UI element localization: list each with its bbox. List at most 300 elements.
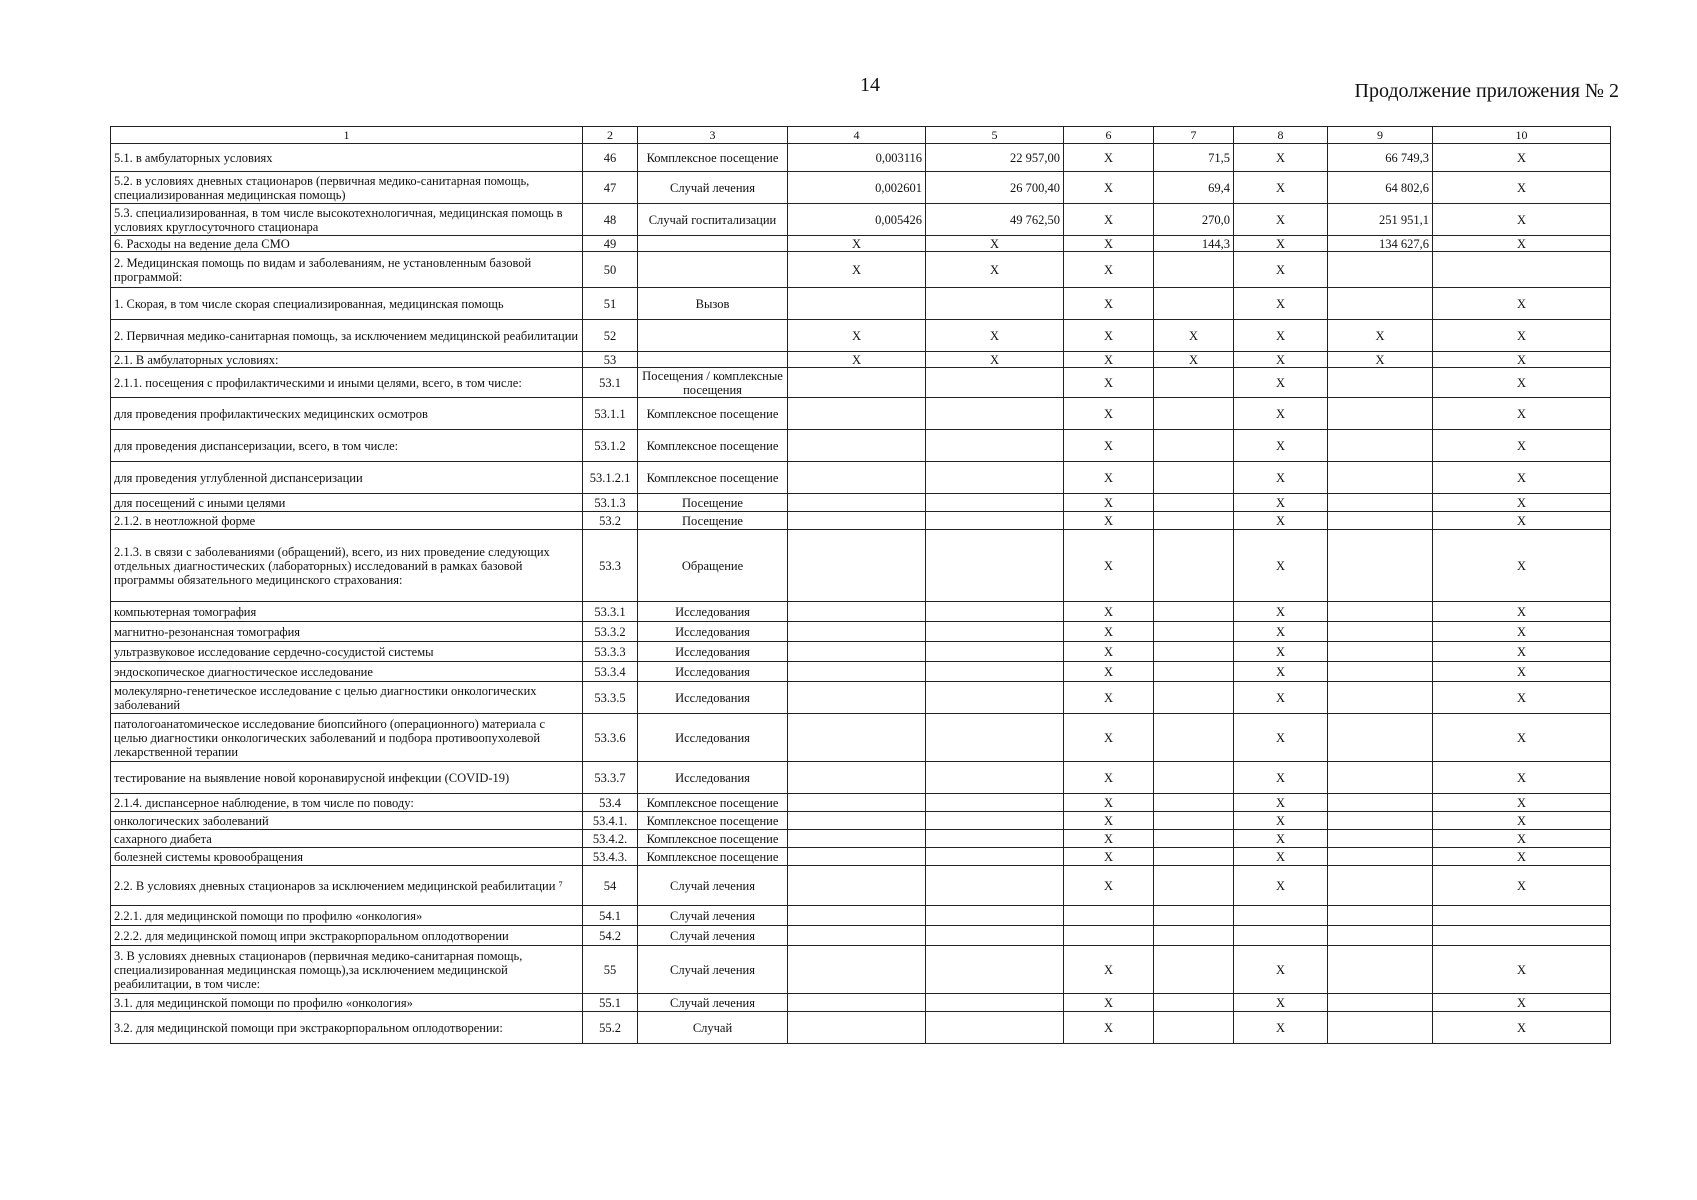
- table-cell-col-10: X: [1433, 320, 1611, 352]
- table-cell-col-1: тестирование на выявление новой коронавирусной инфекции (COVID-19): [111, 762, 583, 794]
- table-cell-col-5: X: [926, 320, 1064, 352]
- table-cell-col-10: X: [1433, 946, 1611, 994]
- table-cell-col-7: [1154, 642, 1234, 662]
- table-cell-col-10: X: [1433, 236, 1611, 252]
- table-cell-col-3: Исследования: [638, 682, 788, 714]
- table-cell-col-1: 2.1.2. в неотложной форме: [111, 512, 583, 530]
- table-cell-col-2: 55.2: [583, 1012, 638, 1044]
- table-cell-col-9: 66 749,3: [1328, 144, 1433, 172]
- table-cell-col-6: X: [1064, 662, 1154, 682]
- table-cell-col-7: [1154, 662, 1234, 682]
- table-cell-col-7: [1154, 926, 1234, 946]
- table-cell-col-3: Комплексное посещение: [638, 398, 788, 430]
- table-row: [111, 530, 1611, 602]
- table-cell-col-9: [1328, 946, 1433, 994]
- table-cell-col-1: онкологических заболеваний: [111, 812, 583, 830]
- table-cell-col-4: [788, 462, 926, 494]
- table-cell-col-4: [788, 812, 926, 830]
- table-cell-col-10: X: [1433, 368, 1611, 398]
- appendix-continuation-title: Продолжение приложения № 2: [1354, 80, 1619, 102]
- table-cell-col-5: [926, 368, 1064, 398]
- table-cell-col-2: 53.2: [583, 512, 638, 530]
- table-cell-col-7: [1154, 994, 1234, 1012]
- table-cell-col-2: 53.3: [583, 530, 638, 602]
- table-cell-col-3: Комплексное посещение: [638, 830, 788, 848]
- table-cell-col-8: X: [1234, 144, 1328, 172]
- table-row: [111, 1012, 1611, 1044]
- table-cell-col-10: X: [1433, 430, 1611, 462]
- table-cell-col-1: 2. Медицинская помощь по видам и заболеваниям, не установленным базовой программой:: [111, 252, 583, 288]
- table-cell-col-2: 53.4.2.: [583, 830, 638, 848]
- table-cell-col-8: X: [1234, 398, 1328, 430]
- table-cell-col-10: X: [1433, 866, 1611, 906]
- table-cell-col-7: [1154, 398, 1234, 430]
- table-cell-col-7: [1154, 622, 1234, 642]
- table-cell-col-10: X: [1433, 462, 1611, 494]
- table-cell-col-4: [788, 762, 926, 794]
- table-cell-col-1: патологоанатомическое исследование биопсийного (операционного) материала с целью диагностики онкологических заболеваний и подбора противоопухолевой лекарственной терапии: [111, 714, 583, 762]
- table-cell-col-1: 2.1.4. диспансерное наблюдение, в том числе по поводу:: [111, 794, 583, 812]
- table-cell-col-4: [788, 662, 926, 682]
- table-cell-col-4: [788, 794, 926, 812]
- table-cell-col-1: 2.2.2. для медицинской помощ ипри экстракорпоральном оплодотворении: [111, 926, 583, 946]
- table-cell-col-8: X: [1234, 830, 1328, 848]
- table-cell-col-6: X: [1064, 512, 1154, 530]
- table-cell-col-3: Исследования: [638, 602, 788, 622]
- table-cell-col-6: X: [1064, 642, 1154, 662]
- table-cell-col-10: X: [1433, 530, 1611, 602]
- table-cell-col-3: Посещение: [638, 494, 788, 512]
- table-cell-col-10: X: [1433, 512, 1611, 530]
- table-row: [111, 662, 1611, 682]
- table-cell-col-8: X: [1234, 172, 1328, 204]
- table-cell-col-1: 3. В условиях дневных стационаров (первичная медико-санитарная помощь, специализированная медицинская помощь),за исключением медицинской реабилитации, в том числе:: [111, 946, 583, 994]
- table-cell-col-5: [926, 794, 1064, 812]
- table-cell-col-8: X: [1234, 946, 1328, 994]
- table-cell-col-6: X: [1064, 530, 1154, 602]
- table-row: [111, 462, 1611, 494]
- table-cell-col-6: X: [1064, 352, 1154, 368]
- table-cell-col-8: X: [1234, 288, 1328, 320]
- table-cell-col-2: 53.3.3: [583, 642, 638, 662]
- table-cell-col-3: Случай лечения: [638, 994, 788, 1012]
- table-cell-col-8: X: [1234, 622, 1328, 642]
- table-cell-col-9: [1328, 462, 1433, 494]
- table-cell-col-5: [926, 602, 1064, 622]
- table-cell-col-5: [926, 642, 1064, 662]
- table-row: [111, 794, 1611, 812]
- table-cell-col-5: 22 957,00: [926, 144, 1064, 172]
- table-cell-col-3: Случай: [638, 1012, 788, 1044]
- table-cell-col-1: ультразвуковое исследование сердечно-сосудистой системы: [111, 642, 583, 662]
- table-cell-col-7: [1154, 714, 1234, 762]
- table-cell-col-8: [1234, 906, 1328, 926]
- table-row: [111, 368, 1611, 398]
- table-cell-col-6: [1064, 906, 1154, 926]
- table-cell-col-5: [926, 682, 1064, 714]
- table-cell-col-9: [1328, 622, 1433, 642]
- table-cell-col-1: болезней системы кровообращения: [111, 848, 583, 866]
- table-cell-col-2: 55.1: [583, 994, 638, 1012]
- table-row: [111, 926, 1611, 946]
- table-row: [111, 866, 1611, 906]
- table-cell-col-9: [1328, 848, 1433, 866]
- table-cell-col-10: [1433, 252, 1611, 288]
- table-cell-col-4: [788, 866, 926, 906]
- table-cell-col-5: [926, 762, 1064, 794]
- table-cell-col-8: X: [1234, 994, 1328, 1012]
- table-cell-col-7: [1154, 430, 1234, 462]
- table-cell-col-1: 5.2. в условиях дневных стационаров (первичная медико-санитарная помощь, специализированная медицинская помощь): [111, 172, 583, 204]
- table-cell-col-6: X: [1064, 494, 1154, 512]
- table-row: [111, 430, 1611, 462]
- table-row: [111, 762, 1611, 794]
- table-cell-col-10: X: [1433, 398, 1611, 430]
- table-cell-col-3: Посещение: [638, 512, 788, 530]
- table-cell-col-5: [926, 994, 1064, 1012]
- column-number-cell: 6: [1064, 127, 1154, 144]
- table-cell-col-4: [788, 714, 926, 762]
- column-number-cell: 5: [926, 127, 1064, 144]
- data-table-container: [110, 126, 1610, 1044]
- table-row: [111, 622, 1611, 642]
- table-cell-col-8: X: [1234, 794, 1328, 812]
- table-cell-col-9: [1328, 494, 1433, 512]
- table-cell-col-10: X: [1433, 762, 1611, 794]
- table-cell-col-2: 53.3.7: [583, 762, 638, 794]
- table-cell-col-10: X: [1433, 830, 1611, 848]
- table-cell-col-3: Случай лечения: [638, 866, 788, 906]
- table-cell-col-6: X: [1064, 288, 1154, 320]
- table-cell-col-5: [926, 530, 1064, 602]
- table-cell-col-8: X: [1234, 848, 1328, 866]
- column-number-cell: 4: [788, 127, 926, 144]
- table-cell-col-1: молекулярно-генетическое исследование с целью диагностики онкологических заболеваний: [111, 682, 583, 714]
- table-cell-col-9: [1328, 830, 1433, 848]
- table-cell-col-10: [1433, 926, 1611, 946]
- table-cell-col-8: [1234, 926, 1328, 946]
- table-cell-col-1: 2.2.1. для медицинской помощи по профилю «онкология»: [111, 906, 583, 926]
- table-row: [111, 602, 1611, 622]
- table-cell-col-7: [1154, 530, 1234, 602]
- table-cell-col-8: X: [1234, 812, 1328, 830]
- table-row: [111, 288, 1611, 320]
- table-cell-col-4: [788, 494, 926, 512]
- table-cell-col-3: Комплексное посещение: [638, 144, 788, 172]
- table-cell-col-10: X: [1433, 172, 1611, 204]
- table-cell-col-5: 49 762,50: [926, 204, 1064, 236]
- table-cell-col-6: X: [1064, 1012, 1154, 1044]
- table-cell-col-5: [926, 1012, 1064, 1044]
- table-cell-col-2: 55: [583, 946, 638, 994]
- table-cell-col-4: [788, 830, 926, 848]
- table-cell-col-1: магнитно-резонансная томография: [111, 622, 583, 642]
- table-cell-col-2: 51: [583, 288, 638, 320]
- table-cell-col-2: 53.1: [583, 368, 638, 398]
- table-cell-col-3: Исследования: [638, 662, 788, 682]
- table-cell-col-2: 53.3.6: [583, 714, 638, 762]
- table-cell-col-2: 52: [583, 320, 638, 352]
- table-cell-col-9: [1328, 812, 1433, 830]
- table-cell-col-7: [1154, 368, 1234, 398]
- table-cell-col-10: X: [1433, 642, 1611, 662]
- page-number: 14: [860, 74, 880, 96]
- table-cell-col-3: Исследования: [638, 622, 788, 642]
- table-cell-col-10: X: [1433, 812, 1611, 830]
- table-cell-col-4: [788, 642, 926, 662]
- table-cell-col-10: X: [1433, 994, 1611, 1012]
- table-cell-col-2: 48: [583, 204, 638, 236]
- table-cell-col-8: X: [1234, 252, 1328, 288]
- table-cell-col-5: [926, 848, 1064, 866]
- table-cell-col-9: [1328, 762, 1433, 794]
- table-cell-col-10: X: [1433, 352, 1611, 368]
- table-cell-col-2: 53.1.2.1: [583, 462, 638, 494]
- table-row: [111, 252, 1611, 288]
- table-cell-col-7: [1154, 494, 1234, 512]
- table-cell-col-7: [1154, 512, 1234, 530]
- table-cell-col-9: [1328, 398, 1433, 430]
- table-cell-col-6: X: [1064, 430, 1154, 462]
- table-cell-col-10: X: [1433, 622, 1611, 642]
- column-number-row: [111, 127, 1611, 144]
- table-cell-col-4: [788, 430, 926, 462]
- table-cell-col-8: X: [1234, 320, 1328, 352]
- table-cell-col-4: [788, 906, 926, 926]
- table-cell-col-9: [1328, 512, 1433, 530]
- table-cell-col-5: [926, 288, 1064, 320]
- table-cell-col-7: X: [1154, 320, 1234, 352]
- table-row: [111, 812, 1611, 830]
- table-cell-col-5: [926, 398, 1064, 430]
- table-cell-col-4: [788, 848, 926, 866]
- table-cell-col-9: [1328, 906, 1433, 926]
- table-cell-col-4: X: [788, 236, 926, 252]
- table-cell-col-1: 2.1. В амбулаторных условиях:: [111, 352, 583, 368]
- table-cell-col-9: X: [1328, 320, 1433, 352]
- data-table: [110, 126, 1611, 1044]
- table-cell-col-3: Случай лечения: [638, 906, 788, 926]
- table-cell-col-1: 3.2. для медицинской помощи при экстракорпоральном оплодотворении:: [111, 1012, 583, 1044]
- table-cell-col-1: 3.1. для медицинской помощи по профилю «онкология»: [111, 994, 583, 1012]
- table-cell-col-5: [926, 812, 1064, 830]
- table-cell-col-6: X: [1064, 462, 1154, 494]
- table-cell-col-1: для проведения углубленной диспансеризации: [111, 462, 583, 494]
- table-cell-col-1: 1. Скорая, в том числе скорая специализированная, медицинская помощь: [111, 288, 583, 320]
- table-cell-col-10: X: [1433, 288, 1611, 320]
- table-cell-col-5: [926, 830, 1064, 848]
- table-cell-col-4: 0,002601: [788, 172, 926, 204]
- table-cell-col-7: [1154, 848, 1234, 866]
- table-cell-col-10: X: [1433, 144, 1611, 172]
- table-cell-col-7: [1154, 462, 1234, 494]
- table-cell-col-8: X: [1234, 1012, 1328, 1044]
- table-cell-col-4: [788, 622, 926, 642]
- table-cell-col-9: [1328, 252, 1433, 288]
- table-cell-col-10: X: [1433, 1012, 1611, 1044]
- table-row: [111, 172, 1611, 204]
- table-cell-col-8: X: [1234, 530, 1328, 602]
- table-cell-col-4: X: [788, 252, 926, 288]
- table-row: [111, 494, 1611, 512]
- table-cell-col-9: [1328, 642, 1433, 662]
- table-cell-col-4: [788, 288, 926, 320]
- table-cell-col-3: [638, 236, 788, 252]
- table-cell-col-1: 2.1.3. в связи с заболеваниями (обращений), всего, из них проведение следующих отдельных диагностических (лабораторных) исследований в рамках базовой программы обязательного медицинского страхования:: [111, 530, 583, 602]
- table-cell-col-7: [1154, 252, 1234, 288]
- table-cell-col-3: Случай госпитализации: [638, 204, 788, 236]
- table-cell-col-2: 53.1.1: [583, 398, 638, 430]
- table-cell-col-7: [1154, 682, 1234, 714]
- table-row: [111, 236, 1611, 252]
- table-cell-col-6: X: [1064, 812, 1154, 830]
- table-cell-col-2: 54: [583, 866, 638, 906]
- table-cell-col-2: 53.3.2: [583, 622, 638, 642]
- table-row: [111, 946, 1611, 994]
- table-cell-col-4: [788, 682, 926, 714]
- table-cell-col-2: 53.1.2: [583, 430, 638, 462]
- table-cell-col-7: 270,0: [1154, 204, 1234, 236]
- table-cell-col-9: [1328, 530, 1433, 602]
- table-cell-col-9: [1328, 430, 1433, 462]
- table-row: [111, 682, 1611, 714]
- table-cell-col-2: 53.4: [583, 794, 638, 812]
- table-cell-col-1: компьютерная томография: [111, 602, 583, 622]
- table-row: [111, 352, 1611, 368]
- table-row: [111, 906, 1611, 926]
- table-cell-col-6: X: [1064, 602, 1154, 622]
- table-cell-col-10: [1433, 906, 1611, 926]
- table-cell-col-5: [926, 926, 1064, 946]
- table-cell-col-5: [926, 714, 1064, 762]
- table-cell-col-3: [638, 252, 788, 288]
- table-cell-col-9: [1328, 602, 1433, 622]
- table-cell-col-3: Комплексное посещение: [638, 462, 788, 494]
- table-cell-col-6: X: [1064, 172, 1154, 204]
- table-cell-col-10: X: [1433, 682, 1611, 714]
- table-cell-col-7: 71,5: [1154, 144, 1234, 172]
- column-number-cell: 9: [1328, 127, 1433, 144]
- table-cell-col-7: X: [1154, 352, 1234, 368]
- table-cell-col-5: [926, 662, 1064, 682]
- table-cell-col-6: X: [1064, 830, 1154, 848]
- table-body: [111, 127, 1611, 1044]
- table-cell-col-6: X: [1064, 622, 1154, 642]
- table-cell-col-6: X: [1064, 252, 1154, 288]
- table-cell-col-2: 53.4.3.: [583, 848, 638, 866]
- column-number-cell: 3: [638, 127, 788, 144]
- table-cell-col-5: [926, 622, 1064, 642]
- table-cell-col-6: X: [1064, 762, 1154, 794]
- table-cell-col-6: X: [1064, 946, 1154, 994]
- table-cell-col-7: [1154, 812, 1234, 830]
- table-cell-col-4: [788, 512, 926, 530]
- table-cell-col-2: 53.3.4: [583, 662, 638, 682]
- table-cell-col-2: 53.3.5: [583, 682, 638, 714]
- table-cell-col-5: 26 700,40: [926, 172, 1064, 204]
- table-cell-col-1: эндоскопическое диагностическое исследование: [111, 662, 583, 682]
- table-cell-col-7: [1154, 602, 1234, 622]
- column-number-cell: 7: [1154, 127, 1234, 144]
- table-cell-col-1: 5.1. в амбулаторных условиях: [111, 144, 583, 172]
- table-cell-col-4: X: [788, 320, 926, 352]
- column-number-cell: 1: [111, 127, 583, 144]
- table-cell-col-2: 49: [583, 236, 638, 252]
- table-cell-col-6: X: [1064, 848, 1154, 866]
- table-cell-col-3: Комплексное посещение: [638, 848, 788, 866]
- table-cell-col-7: [1154, 946, 1234, 994]
- table-cell-col-5: X: [926, 236, 1064, 252]
- table-cell-col-4: X: [788, 352, 926, 368]
- table-cell-col-4: [788, 602, 926, 622]
- table-cell-col-4: 0,003116: [788, 144, 926, 172]
- table-cell-col-4: [788, 530, 926, 602]
- table-row: [111, 830, 1611, 848]
- table-cell-col-2: 54.2: [583, 926, 638, 946]
- table-cell-col-3: Исследования: [638, 714, 788, 762]
- table-cell-col-6: X: [1064, 368, 1154, 398]
- table-cell-col-6: X: [1064, 866, 1154, 906]
- table-cell-col-8: X: [1234, 430, 1328, 462]
- table-row: [111, 642, 1611, 662]
- table-cell-col-8: X: [1234, 762, 1328, 794]
- table-cell-col-7: [1154, 906, 1234, 926]
- table-cell-col-9: 134 627,6: [1328, 236, 1433, 252]
- table-cell-col-3: Комплексное посещение: [638, 430, 788, 462]
- table-cell-col-9: [1328, 662, 1433, 682]
- column-number-cell: 10: [1433, 127, 1611, 144]
- table-cell-col-10: X: [1433, 494, 1611, 512]
- table-cell-col-4: [788, 398, 926, 430]
- table-cell-col-10: X: [1433, 662, 1611, 682]
- table-cell-col-4: [788, 994, 926, 1012]
- table-row: [111, 714, 1611, 762]
- table-cell-col-7: [1154, 794, 1234, 812]
- table-cell-col-2: 53.1.3: [583, 494, 638, 512]
- table-cell-col-5: [926, 906, 1064, 926]
- table-cell-col-10: X: [1433, 602, 1611, 622]
- table-cell-col-9: [1328, 794, 1433, 812]
- table-cell-col-3: Исследования: [638, 762, 788, 794]
- table-cell-col-1: 2.2. В условиях дневных стационаров за исключением медицинской реабилитации ⁷: [111, 866, 583, 906]
- table-row: [111, 204, 1611, 236]
- table-cell-col-5: X: [926, 352, 1064, 368]
- column-number-cell: 8: [1234, 127, 1328, 144]
- table-cell-col-1: сахарного диабета: [111, 830, 583, 848]
- table-cell-col-4: [788, 926, 926, 946]
- table-cell-col-3: Случай лечения: [638, 946, 788, 994]
- table-cell-col-5: [926, 866, 1064, 906]
- table-cell-col-3: Комплексное посещение: [638, 794, 788, 812]
- table-row: [111, 994, 1611, 1012]
- table-cell-col-7: 144,3: [1154, 236, 1234, 252]
- table-cell-col-8: X: [1234, 642, 1328, 662]
- table-cell-col-9: [1328, 1012, 1433, 1044]
- table-cell-col-3: [638, 352, 788, 368]
- table-cell-col-9: [1328, 926, 1433, 946]
- table-cell-col-1: для проведения диспансеризации, всего, в том числе:: [111, 430, 583, 462]
- table-cell-col-7: 69,4: [1154, 172, 1234, 204]
- table-cell-col-9: [1328, 368, 1433, 398]
- table-cell-col-5: [926, 512, 1064, 530]
- table-cell-col-6: X: [1064, 236, 1154, 252]
- table-cell-col-3: [638, 320, 788, 352]
- table-cell-col-10: X: [1433, 204, 1611, 236]
- table-cell-col-9: 64 802,6: [1328, 172, 1433, 204]
- table-cell-col-7: [1154, 288, 1234, 320]
- table-cell-col-6: X: [1064, 794, 1154, 812]
- table-cell-col-8: X: [1234, 204, 1328, 236]
